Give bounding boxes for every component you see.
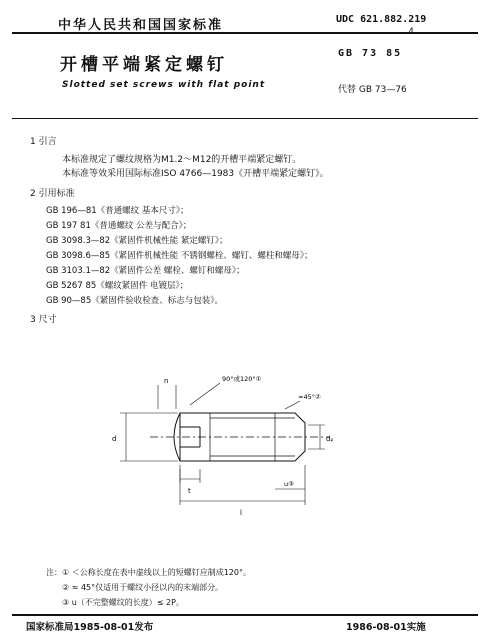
- section-1-paragraph-1: 本标准规定了螺纹规格为M1.2～M12的开槽平端紧定螺钉。: [62, 155, 302, 165]
- standard-body-title: 中华人民共和国国家标准: [58, 18, 224, 33]
- effective-date: 1986-08-01实施: [346, 622, 426, 633]
- dim-dp-label: dₚ: [326, 435, 334, 443]
- header-rule: [12, 32, 478, 34]
- section-2-heading: 2 引用标准: [30, 189, 75, 199]
- note-1: ① ＜公称长度在表中虚线以上的短螺钉应制成120°。: [62, 568, 251, 577]
- udc-code: UDC 621.882.219: [336, 14, 427, 25]
- set-screw-drawing: [80, 365, 380, 535]
- dim-l-label: l: [240, 509, 242, 517]
- dim-d-label: d: [112, 435, 117, 443]
- angle-label: 90°或120°①: [222, 375, 262, 383]
- issue-date: 国家标准局1985-08-01发布: [26, 622, 154, 633]
- reference-item: GB 3098.6—85《紧固件机械性能 不锈钢螺栓、螺钉、螺柱和螺母》；: [46, 251, 313, 261]
- notes-prefix: 注：: [46, 568, 62, 577]
- chamfer-label: ≈45°②: [298, 393, 321, 401]
- note-3: ③ u（不完整螺纹的长度）≤ 2P。: [62, 598, 184, 607]
- section-3-heading: 3 尺寸: [30, 315, 57, 325]
- reference-item: GB 3098.3—82《紧固件机械性能 紧定螺钉》；: [46, 236, 228, 246]
- reference-item: GB 197 81《普通螺纹 公差与配合》；: [46, 221, 192, 231]
- udc-code-suffix: .4: [403, 27, 414, 37]
- section-1-heading: 1 引言: [30, 137, 57, 147]
- dim-n-label: n: [164, 377, 169, 385]
- note-2: ② ≈ 45°仅适用于螺纹小径以内的末端部分。: [62, 583, 224, 592]
- footer-rule: [12, 614, 478, 616]
- dim-t-label: t: [188, 487, 191, 495]
- document-title: 开槽平端紧定螺钉: [60, 55, 228, 75]
- reference-item: GB 196—81《普通螺纹 基本尺寸》；: [46, 206, 189, 216]
- title-rule: [12, 118, 478, 119]
- dim-u-label: u③: [284, 480, 294, 488]
- gb-number: GB 73 85: [338, 48, 403, 59]
- reference-item: GB 90—85《紧固件验收检查、标志与包装》。: [46, 296, 224, 306]
- replaces-standard: 代替 GB 73—76: [338, 85, 407, 95]
- section-1-paragraph-2: 本标准等效采用国际标准ISO 4766—1983《开槽平端紧定螺钉》。: [62, 169, 329, 179]
- reference-item: GB 3103.1—82《紧固件公差 螺栓、螺钉和螺母》；: [46, 266, 245, 276]
- document-title-english: Slotted set screws with flat point: [62, 80, 266, 90]
- reference-item: GB 5267 85《螺纹紧固件 电镀层》；: [46, 281, 189, 291]
